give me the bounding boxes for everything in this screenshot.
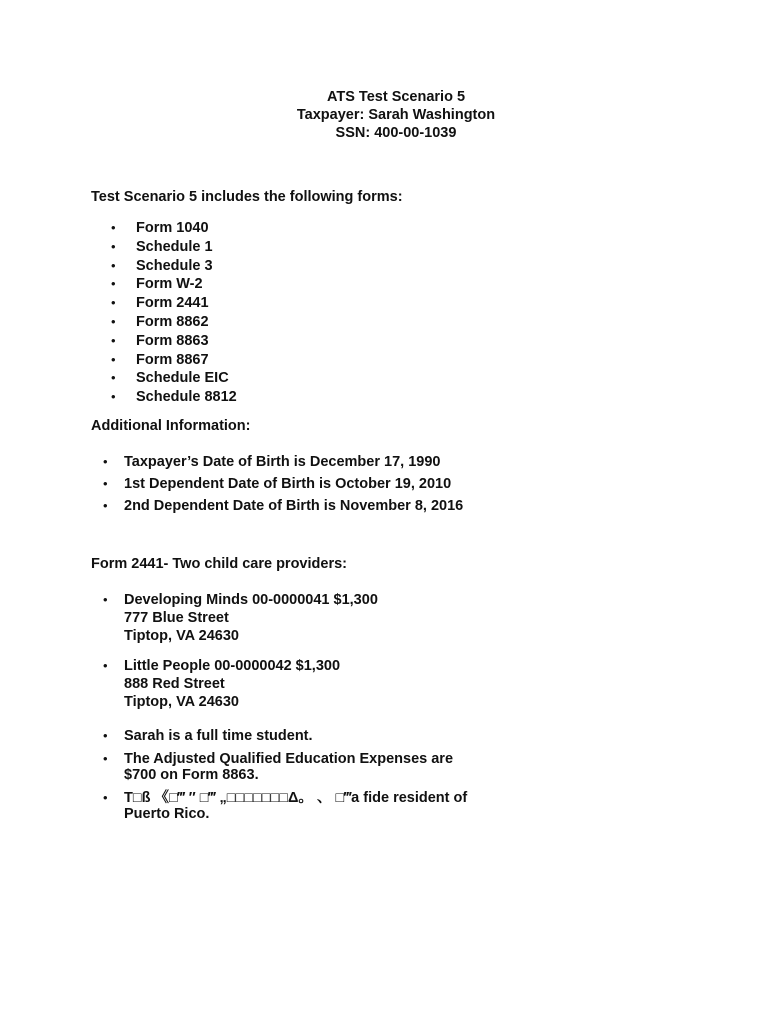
providers-heading: Form 2441- Two child care providers: [91,556,347,572]
list-item [111,388,237,407]
form-name: Schedule 8812 [136,389,237,406]
taxpayer-name: Taxpayer: Sarah Washington [296,107,496,123]
bullet-icon: • [103,475,108,491]
form-name: Form 1040 [136,220,209,236]
form-name: Form 8862 [136,313,209,330]
form-name: Form 8867 [136,351,209,368]
bullet-icon: • [103,751,108,766]
bullet-icon: • [111,295,116,311]
bullet-icon: • [111,370,116,386]
provider-name-ein-amount: Little People 00-0000042 $1,300 [124,658,341,674]
scenario-title: ATS Test Scenario 5 [326,89,466,105]
form-name: Form W-2 [136,276,203,293]
bullet-icon: • [103,658,108,673]
list-item [111,313,237,332]
provider-street: 777 Blue Street [124,610,229,626]
list-item [103,790,468,822]
note-text-continued: Puerto Rico. [124,806,210,822]
provider-item [103,657,378,711]
bullet-icon: • [111,332,116,348]
taxpayer-ssn: SSN: 400-00-1039 [335,125,457,141]
provider-city: Tiptop, VA 24630 [124,694,239,710]
forms-list [111,219,237,407]
list-item [111,238,237,257]
bullet-icon: • [111,313,116,329]
list-item [103,453,463,475]
bullet-icon: • [103,790,108,805]
birth-info-list [103,453,464,518]
forms-intro: Test Scenario 5 includes the following forms: [91,189,403,205]
form-name: Schedule EIC [136,370,229,387]
provider-street: 888 Red Street [124,676,225,692]
provider-item [103,591,378,645]
bullet-icon: • [111,276,116,292]
list-item [103,751,467,783]
list-item [111,294,237,313]
additional-info-heading: Additional Information: [91,418,251,434]
list-item [111,275,237,294]
provider-city: Tiptop, VA 24630 [124,628,239,644]
note-text: T□ß 《□‴ ″ □‴ „□□□□□□□Δ。 、 □‴a fide resident of [124,790,468,806]
document-header [0,88,770,142]
bullet-icon: • [111,238,116,254]
list-item [103,475,463,497]
form-name: Form 2441 [136,295,209,312]
list-item [111,351,237,370]
bullet-icon: • [111,220,116,235]
note-text: Sarah is a full time student. [124,728,313,744]
list-item [111,257,237,276]
bullet-icon: • [111,389,116,405]
form-name: Schedule 1 [136,238,213,255]
list-item [111,332,237,351]
bullet-icon: • [103,454,108,469]
providers-list [103,591,378,723]
list-item [111,219,237,238]
list-item [103,497,464,519]
bullet-icon: • [111,351,116,367]
birth-info-text: Taxpayer’s Date of Birth is December 17, 1990 [124,454,441,470]
form-name: Schedule 3 [136,257,213,274]
form-name: Form 8863 [136,332,209,349]
birth-info-text: 2nd Dependent Date of Birth is November 8, 2016 [124,497,464,514]
list-item [111,369,237,388]
birth-info-text: 1st Dependent Date of Birth is October 19, 2010 [124,475,452,492]
notes-list [103,728,468,829]
provider-name-ein-amount: Developing Minds 00-0000041 $1,300 [124,592,378,608]
bullet-icon: • [103,728,108,743]
note-text-continued: $700 on Form 8863. [124,767,259,783]
list-item [103,728,467,744]
bullet-icon: • [103,592,108,607]
note-text: The Adjusted Qualified Education Expenses are [124,751,454,767]
bullet-icon: • [103,497,108,513]
bullet-icon: • [111,257,116,273]
